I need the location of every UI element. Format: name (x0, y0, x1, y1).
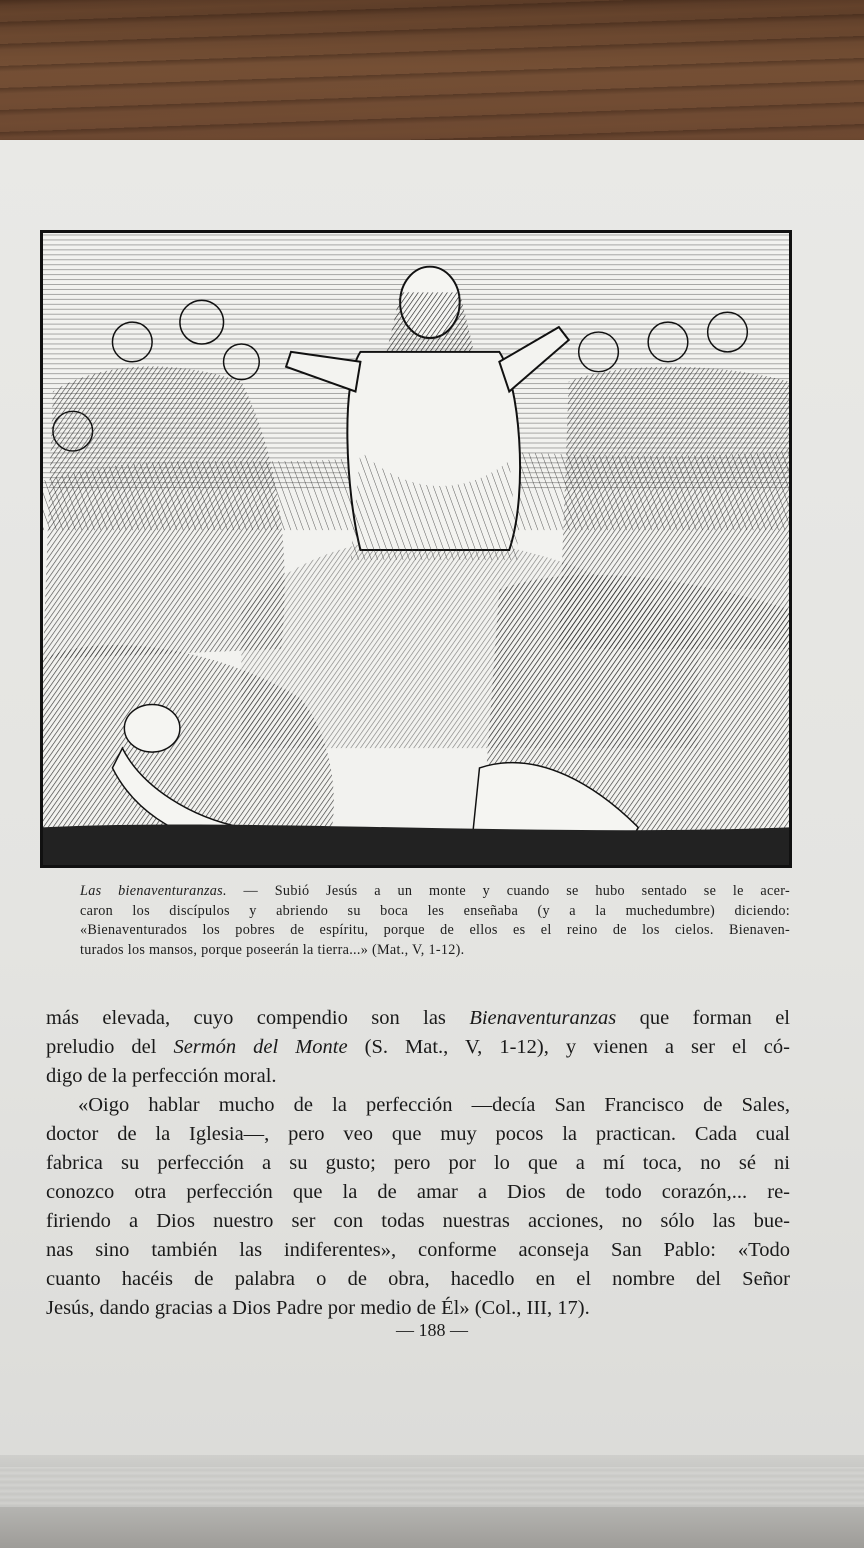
para2-line-8: Jesús, dando gracias a Dios Padre por medio de Él» (Col., III, 17). (46, 1297, 590, 1319)
wooden-table-background (0, 0, 864, 150)
foreground-ground (43, 824, 789, 865)
para1-line-3: digo de la perfección moral. (46, 1065, 277, 1087)
para1-line-1: más elevada, cuyo compendio son las Bienaventuranzas que forman el (46, 1007, 790, 1029)
caption-title: Las bienaventuranzas. (80, 883, 227, 899)
body-text (46, 1004, 790, 1323)
caption-line-3: «Bienaventurados los pobres de espíritu, porque de ellos es el reino de los cielos. Bienaven- (80, 922, 790, 938)
engraving-illustration (43, 233, 789, 865)
para1-line-2: preludio del Sermón del Monte (S. Mat., V, 1-12), y vienen a ser el có- (46, 1036, 790, 1058)
sermon-on-the-mount-illustration (40, 230, 792, 868)
para2-line-7: cuanto hacéis de palabra o de obra, hacedlo en el nombre del Señor (46, 1268, 790, 1290)
para2-line-5: firiendo a Dios nuestro ser con todas nuestras acciones, no sólo las bue- (46, 1210, 790, 1232)
para2-line-2: doctor de la Iglesia—, pero veo que muy pocos la practican. Cada cual (46, 1123, 790, 1145)
caption-line-2: caron los discípulos y abriendo su boca les enseñaba (y a la muchedumbre) diciendo: (80, 902, 790, 919)
caption-line-1: Las bienaventuranzas. — Subió Jesús a un monte y cuando se hubo sentado se le acer- (80, 883, 790, 899)
para2-line-4: conozco otra perfección que la de amar a Dios de todo corazón,... re- (46, 1181, 790, 1203)
para2-line-6: nas sino también las indiferentes», conforme aconseja San Pablo: «Todo (46, 1239, 790, 1261)
caption-line-4: turados los mansos, porque poseerán la tierra...» (Mat., V, 1-12). (80, 941, 465, 958)
page-number: — 188 — (396, 1320, 468, 1340)
lower-page-edge (0, 1455, 864, 1548)
page-stack-edges (0, 1467, 864, 1507)
illustration-caption (80, 882, 790, 960)
para2-line-1: «Oigo hablar mucho de la perfección —decía San Francisco de Sales, (78, 1094, 790, 1116)
para2-line-3: fabrica su perfección a su gusto; pero por lo que a mí toca, no sé ni (46, 1152, 790, 1174)
